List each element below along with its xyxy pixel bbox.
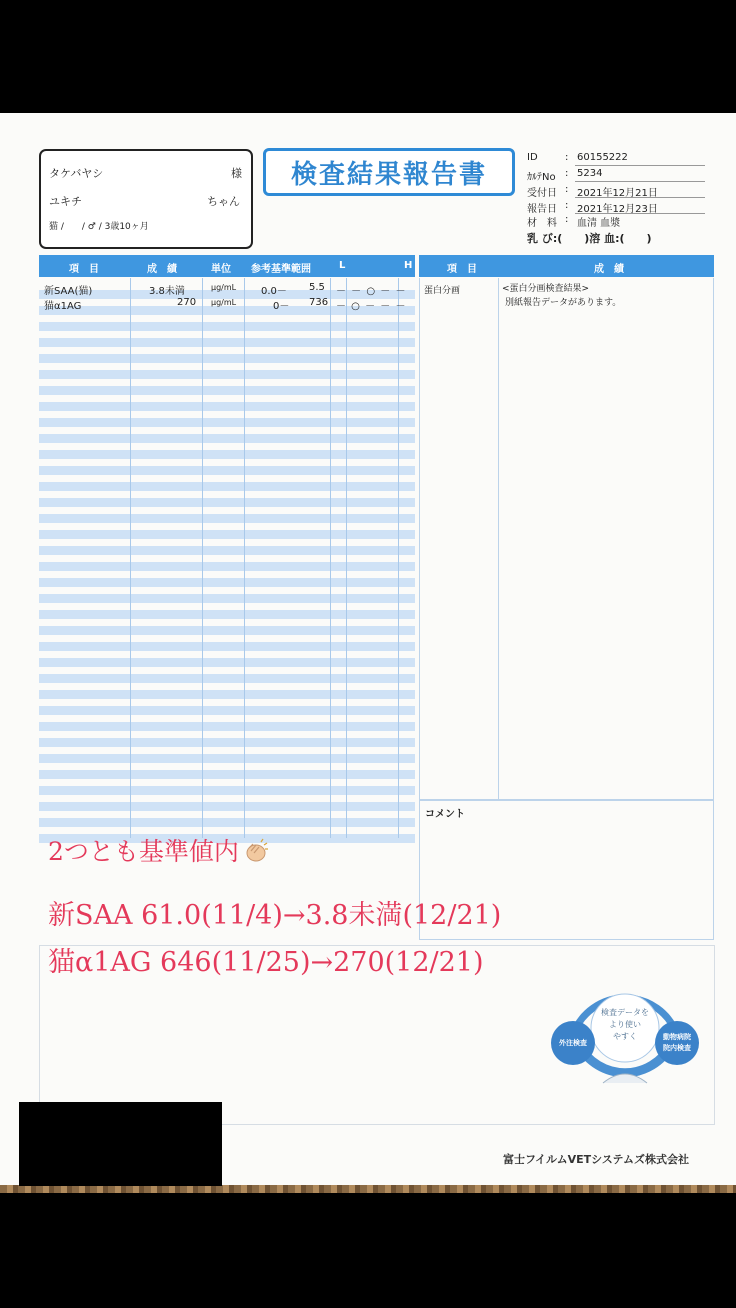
overlay-line-2: 新SAA 61.0(11/4)→3.8未満(12/21)	[48, 900, 502, 931]
company-name: 富士フイルムVETシステムズ株式会社	[503, 1153, 689, 1166]
grid-stripe	[39, 786, 415, 795]
grid-stripe	[39, 802, 415, 811]
grid-stripe	[39, 370, 415, 379]
result-marks: － － ○ － －	[336, 286, 407, 297]
meta-label: 受付日	[527, 188, 557, 199]
grid-stripe	[39, 610, 415, 619]
results-grid	[39, 278, 415, 838]
result-value: 3.8未満	[149, 286, 185, 297]
meta-value: 5234	[577, 168, 603, 179]
protein-result-title: <蛋白分画検査結果>	[502, 284, 590, 294]
result-range-low: 0－	[273, 301, 290, 312]
report-title: 検査結果報告書	[263, 148, 515, 196]
right-header-result: 成 績	[594, 264, 624, 275]
owner-honorific: 様	[231, 167, 242, 180]
grid-stripe	[39, 338, 415, 347]
grid-stripe	[39, 722, 415, 731]
grid-stripe	[39, 386, 415, 395]
protein-panel	[419, 278, 714, 800]
grid-stripe	[39, 674, 415, 683]
pet-honorific: ちゃん	[207, 195, 240, 208]
wood-floor	[0, 1185, 736, 1193]
overlay-line-1	[48, 832, 269, 870]
pet-name: ユキチ	[49, 195, 82, 208]
overlay-line-3: 猫α1AG 646(11/25)→270(12/21)	[48, 947, 484, 978]
meta-value: 60155222	[577, 152, 628, 163]
logo-right-label-2: 院内検査	[663, 1044, 691, 1052]
result-range-high: 736	[309, 297, 329, 308]
meta-value: 2021年12月21日	[577, 188, 658, 199]
logo-left-label: 外注検査	[559, 1039, 587, 1047]
result-item: 猫α1AG	[44, 301, 82, 312]
grid-stripe	[39, 706, 415, 715]
result-unit: μg/mL	[211, 283, 237, 292]
protein-item: 蛋白分画	[424, 286, 461, 296]
right-header-item: 項 目	[447, 264, 477, 275]
result-item: 新SAA(猫)	[44, 286, 93, 297]
owner-name: タケバヤシ	[49, 167, 104, 180]
meta-label: ｶﾙﾃNo	[527, 172, 556, 183]
results-table-header	[39, 255, 415, 277]
header-unit: 単位	[211, 264, 231, 275]
grid-stripe	[39, 738, 415, 747]
meta-value: 2021年12月23日	[577, 204, 658, 215]
protein-result-note: 別紙報告データがあります。	[505, 298, 622, 308]
grid-stripe	[39, 690, 415, 699]
result-range-high: 5.5	[309, 282, 325, 293]
species-line: 猫 / / ♂ / 3歳10ヶ月	[49, 222, 149, 232]
logo-text-1: 検査データを	[601, 1008, 649, 1017]
grid-stripe	[39, 770, 415, 779]
overlay-text-1: 2つとも基準値内	[48, 837, 239, 866]
clapping-hands-icon	[241, 838, 269, 870]
meta-value: 血清 血漿	[577, 218, 621, 229]
grid-stripe	[39, 562, 415, 571]
result-row	[39, 297, 415, 312]
comment-label: コメント	[425, 809, 465, 820]
grid-stripe	[39, 514, 415, 523]
header-result: 成 績	[147, 264, 177, 275]
result-range-low: 0.0－	[261, 286, 287, 297]
grid-stripe	[39, 466, 415, 475]
grid-stripe	[39, 530, 415, 539]
grid-stripe	[39, 578, 415, 587]
meta-label: 材 料	[527, 218, 557, 229]
result-unit: μg/mL	[211, 298, 237, 307]
grid-stripe	[39, 434, 415, 443]
grid-stripe	[39, 418, 415, 427]
grid-stripe	[39, 322, 415, 331]
meta-label: 報告日	[527, 204, 557, 215]
header-low: L	[339, 260, 346, 271]
header-item: 項 目	[69, 264, 99, 275]
sample-line: 乳 び:( )溶 血:( )	[527, 232, 652, 245]
grid-stripe	[39, 754, 415, 763]
right-table-header	[419, 255, 714, 277]
logo-text-2: より使い	[609, 1020, 641, 1029]
header-ref-range: 参考基準範囲	[251, 264, 311, 275]
grid-stripe	[39, 658, 415, 667]
header-high: H	[404, 260, 413, 271]
grid-stripe	[39, 642, 415, 651]
grid-stripe	[39, 594, 415, 603]
meta-label: ID	[527, 152, 538, 163]
vet-systems-logo	[545, 965, 705, 1095]
result-value: 270	[177, 297, 197, 308]
result-row	[39, 282, 415, 297]
grid-stripe	[39, 498, 415, 507]
grid-stripe	[39, 402, 415, 411]
grid-stripe	[39, 546, 415, 555]
logo-text-3: やすく	[613, 1032, 637, 1041]
logo-right-label-1: 動物病院	[663, 1033, 691, 1041]
redaction-block	[19, 1102, 222, 1186]
patient-box	[39, 149, 253, 249]
result-marks: － ○ － － －	[336, 301, 407, 312]
grid-stripe	[39, 354, 415, 363]
grid-stripe	[39, 450, 415, 459]
grid-stripe	[39, 818, 415, 827]
grid-stripe	[39, 482, 415, 491]
grid-stripe	[39, 626, 415, 635]
